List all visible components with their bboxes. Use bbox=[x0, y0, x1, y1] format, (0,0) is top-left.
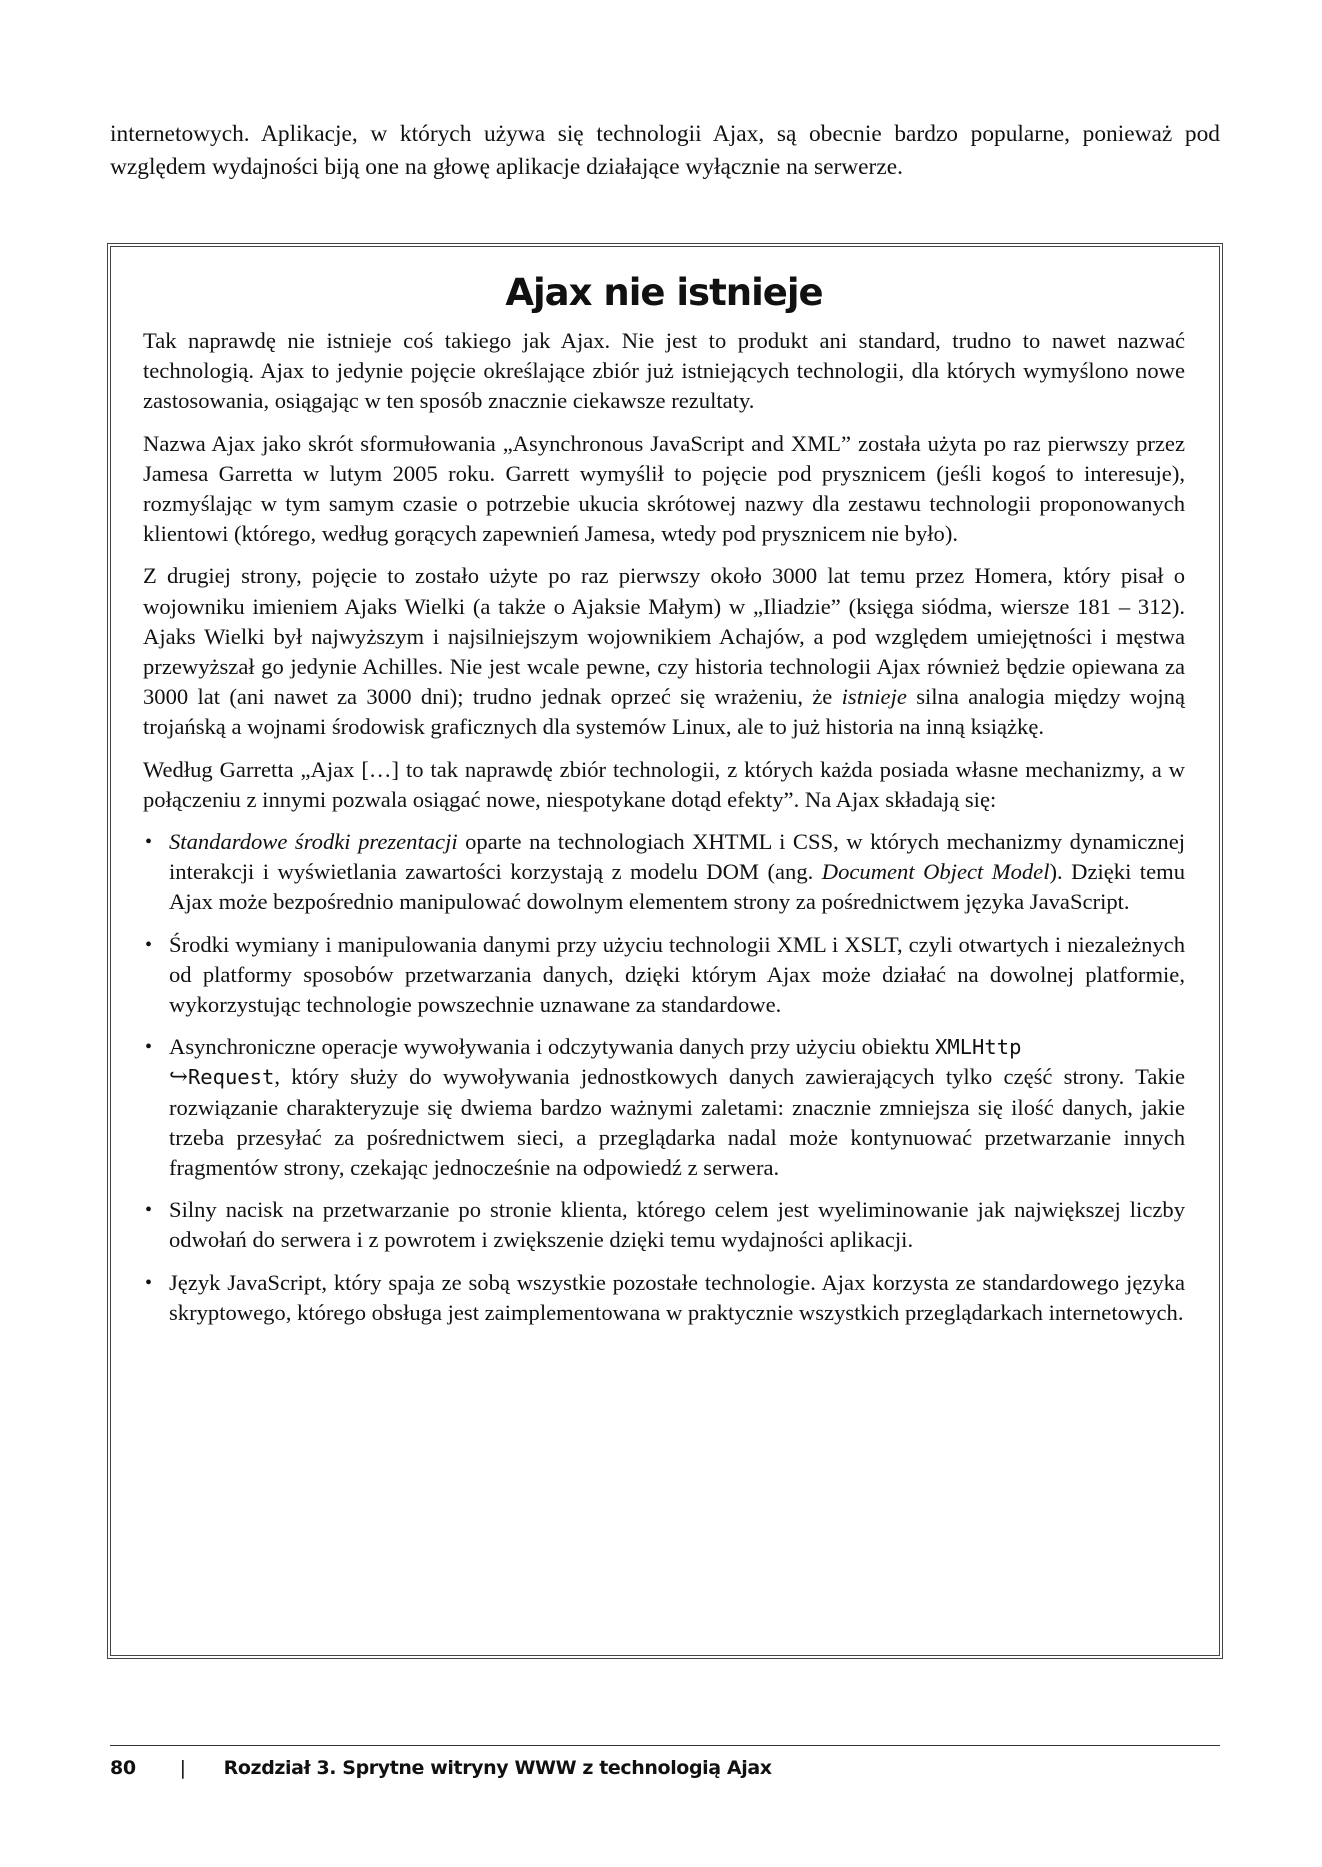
page-footer bbox=[110, 1757, 772, 1779]
paragraph-3-text-a: Z drugiej strony, pojęcie to zostało użyte po raz pierwszy około 3000 lat temu przez Homera, który pisał o wojowniku imieniem Ajaks Wielki (a także o Ajaksie Małym) w „Iliadzie” (księga siódma, wiersze 181 – 312). Ajaks Wielki był najwyższym i najsilniejszym wojownikiem Achajów, a pod względem umiejętności i męstwa przewyższał go jedynie Achilles. Nie jest wcale pewne, czy historia technologii Ajax również będzie opiewana za 3000 lat (ani nawet za 3000 dni); trudno jednak oprzeć się wrażeniu, że bbox=[143, 563, 1185, 710]
sidebar-paragraph-3 bbox=[143, 561, 1185, 742]
sidebar-paragraph-1: Tak naprawdę nie istnieje coś takiego jak Ajax. Nie jest to produkt ani standard, trudno to nawet nazwać technologią. Ajax to jedynie pojęcie określające zbiór już istniejących technologii, dla których wymyślono nowe zastosowania, osiągając w ten sposób znacznie ciekawsze rezultaty. bbox=[143, 328, 1185, 414]
bullet-icon: • bbox=[145, 831, 153, 854]
sidebar-paragraph-4: Według Garretta „Ajax […] to tak naprawdę zbiór technologii, z których każda posiada własne mechanizmy, a w połączeniu z innymi pozwala osiągać nowe, niespotykane dotąd efekty”. Na Ajax składają się: bbox=[143, 756, 1185, 812]
list-item-text-end: ). Dzięki temu Ajax może bezpośrednio manipulować dowolnym elementem strony za pośrednictwem języka JavaScript. bbox=[169, 859, 1185, 915]
list-item-text: oparte na technologiach XHTML i CSS, w których mechanizmy dynamicznej interakcji i wyświetlania zawartości korzystają z modelu DOM (ang. bbox=[169, 829, 1185, 885]
bullet-icon: • bbox=[145, 933, 153, 956]
sidebar-paragraph-2: Nazwa Ajax jako skrót sformułowania „Asynchronous JavaScript and XML” została użyta po raz pierwszy przez Jamesa Garretta w lutym 2005 roku. Garrett wymyślił to pojęcie pod prysznicem (jeśli kogoś to interesuje), rozmyślając w tym samym czasie o potrzebie ukucia skrótowej nazwy dla zestawu technologii proponowanych klientowi (którego, według gorących zapewnień Jamesa, wtedy pod prysznicem nie było). bbox=[143, 430, 1185, 547]
list-item-text: Silny nacisk na przetwarzanie po stronie klienta, którego celem jest wyeliminowanie jak największej liczby odwołań do serwera i z powrotem i zwiększenie dzięki temu wydajności aplikacji. bbox=[169, 1197, 1185, 1253]
bullet-icon: • bbox=[145, 1271, 153, 1294]
code-xmlhttp: XMLHttp bbox=[935, 1035, 1022, 1060]
list-item bbox=[143, 827, 1185, 918]
sidebar-title: Ajax nie istnieje bbox=[505, 271, 823, 314]
line-continuation-icon: ↪ bbox=[169, 1064, 188, 1090]
technology-list bbox=[143, 827, 1185, 1328]
paragraph-3-emphasis: istnieje bbox=[841, 684, 907, 710]
list-item-emphasis: Standardowe środki prezentacji bbox=[169, 829, 458, 855]
intro-paragraph: internetowych. Aplikacje, w których używa się technologii Ajax, są obecnie bardzo popularne, ponieważ pod względem wydajności biją one na głowę aplikacje działające wyłącznie na serwerze. bbox=[110, 121, 1220, 180]
list-item bbox=[143, 1032, 1185, 1183]
list-item-text: Asynchroniczne operacje wywoływania i odczytywania danych przy użyciu obiektu bbox=[169, 1034, 936, 1060]
footer-divider bbox=[110, 1745, 1220, 1746]
chapter-title: Rozdział 3. Sprytne witryny WWW z technologią Ajax bbox=[223, 1757, 772, 1779]
list-item bbox=[143, 1268, 1185, 1328]
page-number: 80 bbox=[110, 1757, 136, 1779]
list-item bbox=[143, 930, 1185, 1021]
list-item-emphasis-term: Document Object Model bbox=[821, 859, 1050, 885]
paragraph-3-text-b: silna analogia między wojną trojańską a wojnami środowisk graficznych dla systemów Linux, ale to już historia na inną książkę. bbox=[143, 684, 1186, 740]
bullet-icon: • bbox=[145, 1199, 153, 1222]
footer-separator: | bbox=[179, 1757, 186, 1779]
list-item bbox=[143, 1195, 1185, 1255]
list-item-text: Środki wymiany i manipulowania danymi przy użyciu technologii XML i XSLT, czyli otwartych i niezależnych od platformy sposobów przetwarzania danych, dzięki którym Ajax może działać na dowolnej platformie, wykorzystując technologie powszechnie uznawane za standardowe. bbox=[169, 931, 1185, 1018]
bullet-icon: • bbox=[145, 1036, 153, 1059]
list-item-text: Język JavaScript, który spaja ze sobą wszystkie pozostałe technologie. Ajax korzysta ze standardowego języka skryptowego, którego obsługa jest zaimplementowana w praktycznie wszystkich przeglądarkach internetowych. bbox=[169, 1269, 1185, 1325]
sidebar-box bbox=[110, 246, 1220, 1656]
list-item-text-end: , który służy do wywoływania jednostkowych danych zawierających tylko część strony. Takie rozwiązanie charakteryzuje się dwiema bardzo ważnymi zaletami: znacznie zmniejsza się ilość danych, jakie trzeba przesyłać za pośrednictwem sieci, a przeglądarka nadal może kontynuować przetwarzanie innych fragmentów strony, czekając jednocześnie na odpowiedź z serwera. bbox=[169, 1064, 1185, 1181]
code-request: Request bbox=[187, 1065, 275, 1090]
